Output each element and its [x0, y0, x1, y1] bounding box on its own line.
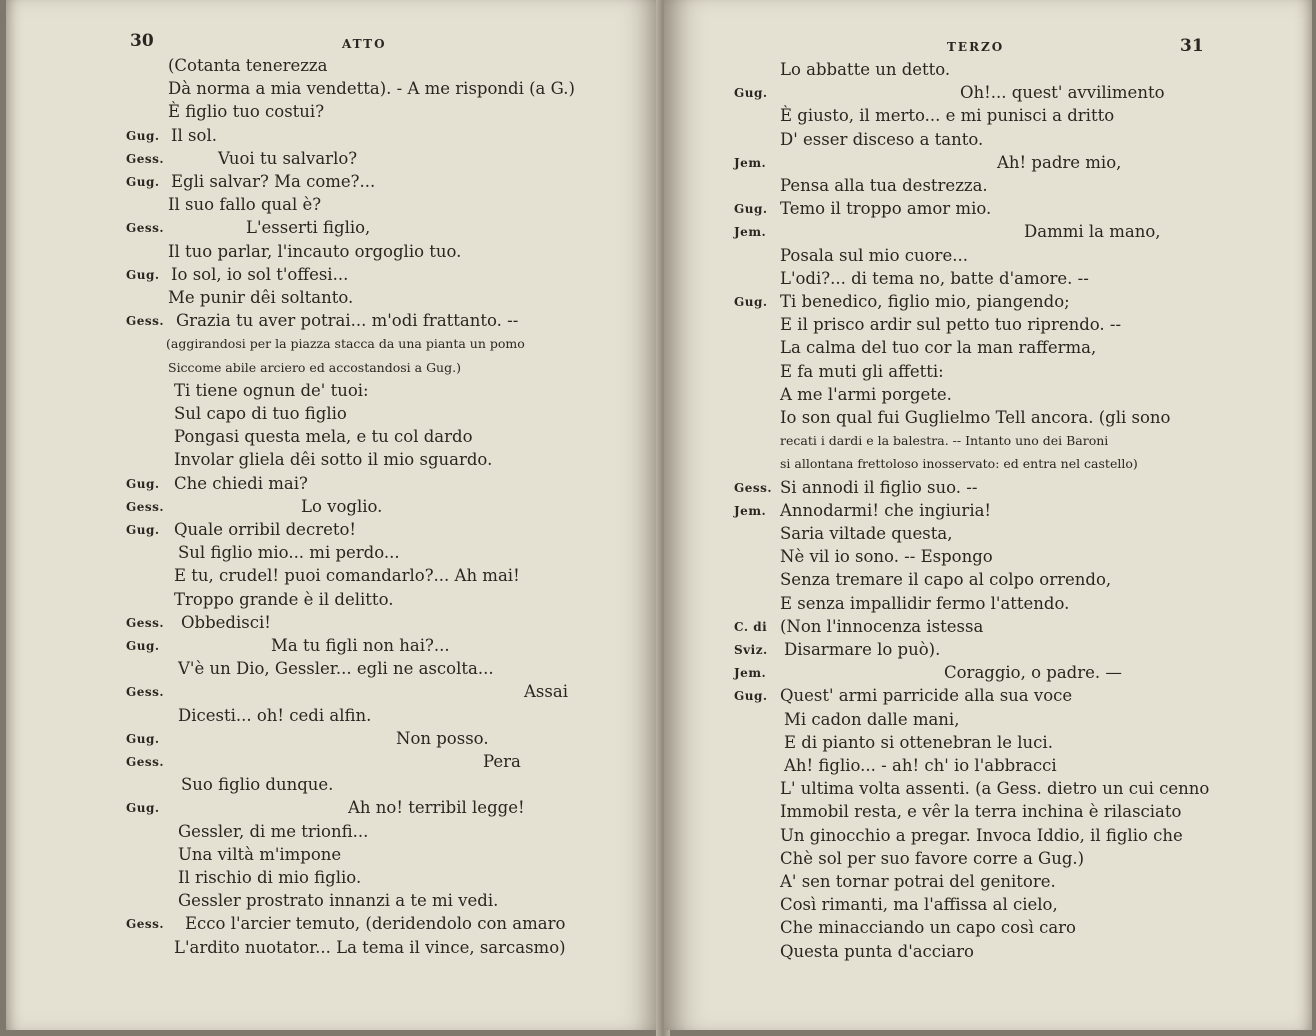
speaker-label: Gug. — [126, 639, 160, 653]
verse-line: È figlio tuo costui? — [168, 102, 325, 122]
verse-line: Oh!... quest' avvilimento — [960, 83, 1165, 103]
verse-line: Il sol. — [171, 125, 217, 145]
verse-line: Immobil resta, e vêr la terra inchina è rilasciato — [780, 802, 1182, 822]
verse-line: Ma tu figli non hai?... — [271, 636, 450, 655]
verse-line: Si annodi il figlio suo. -- — [780, 477, 978, 497]
verse-line: Ti benedico, figlio mio, piangendo; — [780, 292, 1070, 311]
verse-line: Gessler prostrato innanzi a te mi vedi. — [178, 891, 499, 911]
verse-line: Dammi la mano, — [1024, 222, 1161, 242]
verse-line: Annodarmi! che ingiuria! — [780, 500, 992, 520]
left-page-header: ATTO — [342, 37, 387, 51]
verse-line: Non posso. — [396, 728, 489, 748]
verse-line: È giusto, il merto... e mi punisci a dritto — [780, 106, 1115, 126]
speaker-label: Gug. — [734, 202, 768, 217]
verse-line: Pongasi questa mela, e tu col dardo — [174, 427, 473, 447]
speaker-label: C. di — [734, 619, 768, 634]
speaker-label: Gug. — [126, 523, 160, 537]
verse-line: Senza tremare il capo al colpo orrendo, — [780, 570, 1112, 590]
verse-line: Dà norma a mia vendetta). - A me rispondi (a G.) — [168, 79, 575, 99]
verse-line: Suo figlio dunque. — [181, 775, 334, 795]
verse-line: L'ardito nuotator... La tema il vince, sarcasmo) — [174, 937, 566, 957]
verse-line: Ah! padre mio, — [997, 152, 1122, 172]
speaker-label: Gug. — [126, 175, 160, 189]
verse-line: Lo voglio. — [301, 496, 383, 516]
verse-line: Questa punta d'acciaro — [780, 941, 974, 961]
verse-line: E tu, crudel! puoi comandarlo?... Ah mai! — [174, 566, 520, 586]
verse-line: (Non l'innocenza istessa — [780, 616, 984, 636]
speaker-label: Gess. — [126, 499, 165, 514]
speaker-label: Gug. — [126, 476, 160, 491]
speaker-label: Gess. — [126, 755, 165, 769]
verse-line: L'esserti figlio, — [246, 218, 371, 238]
speaker-label: Gess. — [126, 151, 165, 166]
speaker-label: Gess. — [126, 615, 165, 630]
speaker-label: Jem. — [734, 225, 767, 240]
verse-line: Quest' armi parricide alla sua voce — [780, 686, 1073, 706]
verse-line: Involar gliela dêi sotto il mio sguardo. — [174, 450, 493, 470]
verse-line: Siccome abile arciero ed accostandosi a Gug.) — [168, 359, 461, 375]
verse-line: E senza impallidir fermo l'attendo. — [780, 593, 1070, 613]
verse-line: Che minacciando un capo così caro — [780, 918, 1076, 938]
verse-line: Che chiedi mai? — [174, 473, 308, 493]
speaker-label: Jem. — [734, 503, 767, 518]
verse-line: Gessler, di me trionfi... — [178, 821, 369, 841]
verse-line: Grazia tu aver potrai... m'odi frattanto. -- — [176, 311, 519, 331]
verse-line: Coraggio, o padre. — — [944, 663, 1122, 683]
verse-line: Lo abbatte un detto. — [780, 60, 951, 79]
verse-line: Io son qual fui Guglielmo Tell ancora. (gli sono — [780, 408, 1171, 427]
speaker-label: Sviz. — [734, 643, 768, 657]
verse-line: A' sen tornar potrai del genitore. — [780, 872, 1056, 891]
verse-line: Mi cadon dalle mani, — [784, 709, 960, 729]
verse-line: Saria viltade questa, — [780, 524, 953, 543]
verse-line: Posala sul mio cuore... — [780, 245, 968, 265]
verse-line: Temo il troppo amor mio. — [780, 199, 992, 219]
left-page — [6, 0, 662, 1030]
speaker-label: Gug. — [126, 801, 160, 816]
speaker-label: Gess. — [126, 685, 165, 700]
verse-line: Disarmare lo può). — [784, 640, 941, 659]
verse-line: Il tuo parlar, l'incauto orgoglio tuo. — [168, 241, 462, 261]
verse-line: E di pianto si ottenebran le luci. — [784, 732, 1053, 752]
speaker-label: Gug. — [126, 128, 160, 143]
speaker-label: Gess. — [734, 480, 773, 495]
verse-line: Nè vil io sono. -- Espongo — [780, 547, 993, 567]
verse-line: Egli salvar? Ma come?... — [171, 172, 376, 191]
verse-line: V'è un Dio, Gessler... egli ne ascolta... — [178, 659, 494, 679]
verse-line: Io sol, io sol t'offesi... — [171, 264, 349, 284]
verse-line: (aggirandosi per la piazza stacca da una pianta un pomo — [166, 336, 525, 352]
speaker-label: Gess. — [126, 917, 165, 932]
verse-line: si allontana frettoloso inosservato: ed entra nel castello) — [780, 456, 1138, 472]
verse-line: Troppo grande è il delitto. — [174, 589, 394, 609]
speaker-label: Gess. — [126, 314, 165, 329]
verse-line: La calma del tuo cor la man rafferma, — [780, 338, 1097, 358]
verse-line: Pensa alla tua destrezza. — [780, 176, 988, 195]
verse-line: L'odi?... di tema no, batte d'amore. -- — [780, 268, 1089, 288]
speaker-label: Gug. — [734, 295, 768, 309]
verse-line: Obbedisci! — [181, 612, 271, 632]
speaker-label: Gug. — [126, 731, 160, 746]
verse-line: Ah no! terribil legge! — [348, 798, 525, 818]
right-page-header: TERZO — [947, 40, 1005, 54]
verse-line: Me punir dêi soltanto. — [168, 288, 354, 307]
verse-line: Pera — [483, 752, 521, 771]
right-page-number: 31 — [1180, 36, 1204, 56]
verse-line: Chè sol per suo favore corre a Gug.) — [780, 848, 1085, 868]
verse-line: Così rimanti, ma l'affissa al cielo, — [780, 895, 1058, 915]
speaker-label: Gug. — [126, 267, 160, 282]
verse-line: Sul capo di tuo figlio — [174, 404, 347, 423]
verse-line: Il rischio di mio figlio. — [178, 868, 362, 887]
verse-line: E fa muti gli affetti: — [780, 361, 944, 381]
verse-line: Assai — [524, 682, 568, 702]
verse-line: L' ultima volta assenti. (a Gess. dietro un cui cenno — [780, 779, 1210, 799]
speaker-label: Jem. — [734, 666, 767, 681]
verse-line: Un ginocchio a pregar. Invoca Iddio, il figlio che — [780, 825, 1183, 845]
speaker-label: Gess. — [126, 221, 165, 236]
right-page — [664, 0, 1312, 1030]
verse-line: E il prisco ardir sul petto tuo riprendo. -- — [780, 315, 1122, 335]
verse-line: recati i dardi e la balestra. -- Intanto uno dei Baroni — [780, 433, 1109, 449]
verse-line: Una viltà m'impone — [178, 844, 342, 864]
speaker-label: Gug. — [734, 86, 768, 101]
verse-line: Ah! figlio... - ah! ch' io l'abbracci — [784, 756, 1057, 775]
left-page-number: 30 — [130, 31, 154, 51]
verse-line: D' esser disceso a tanto. — [780, 129, 984, 149]
verse-line: Quale orribil decreto! — [174, 520, 357, 539]
verse-line: Dicesti... oh! cedi alfin. — [178, 705, 372, 725]
verse-line: Vuoi tu salvarlo? — [218, 148, 358, 168]
speaker-label: Gug. — [734, 689, 768, 704]
verse-line: (Cotanta tenerezza — [168, 56, 328, 75]
verse-line: Sul figlio mio... mi perdo... — [178, 543, 400, 563]
verse-line: Ecco l'arcier temuto, (deridendolo con amaro — [185, 914, 566, 934]
verse-line: A me l'armi porgete. — [780, 384, 952, 404]
verse-line: Ti tiene ognun de' tuoi: — [174, 380, 369, 400]
speaker-label: Jem. — [734, 155, 767, 170]
verse-line: Il suo fallo qual è? — [168, 195, 322, 215]
